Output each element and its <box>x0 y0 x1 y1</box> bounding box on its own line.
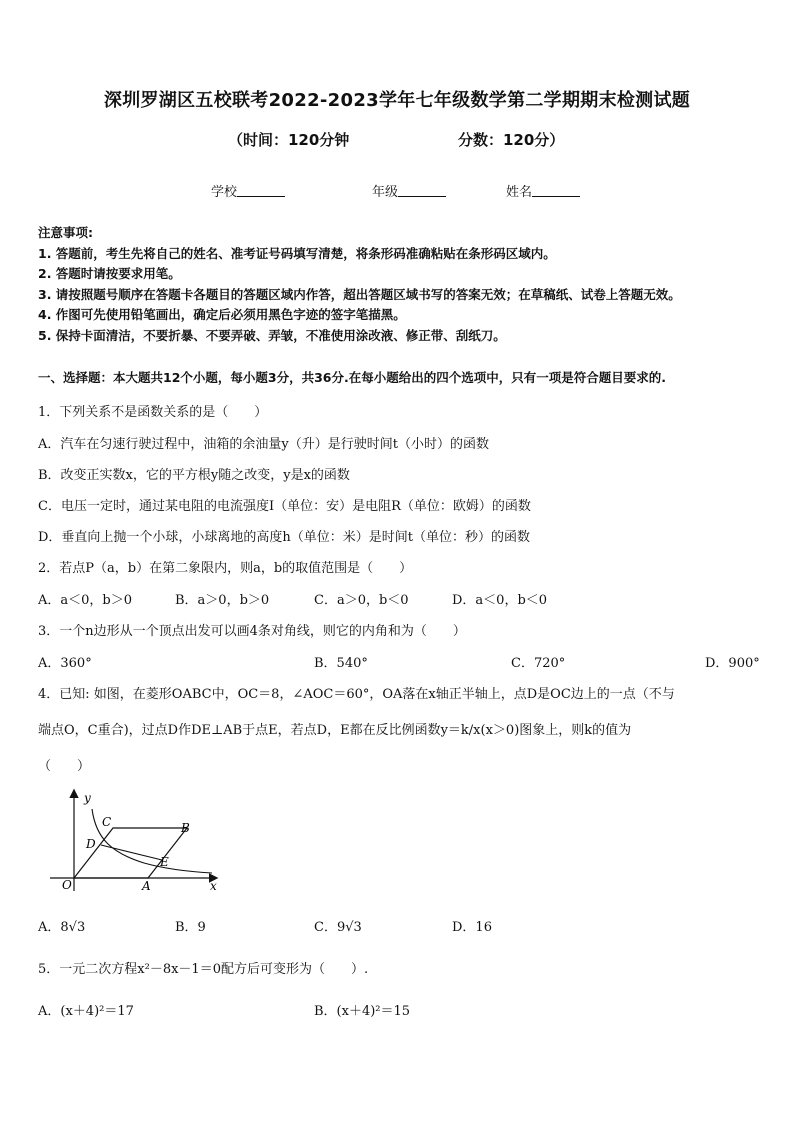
question-1-option-b: B．改变正实数x，它的平方根y随之改变，y是x的函数 <box>38 468 350 483</box>
question-4-line-3: （ ） <box>38 759 91 774</box>
question-3-option-d: D．900° <box>705 656 760 671</box>
time-limit: （时间：120分钟 <box>228 131 350 149</box>
label-d: D <box>86 837 96 851</box>
grade-label: 年级 <box>372 185 399 200</box>
label-x: x <box>210 879 217 893</box>
question-4-line-1: 4．已知: 如图，在菱形OABC中，OC＝8，∠AOC＝60°，OA落在x轴正半轴上，点D是OC边上的一点（不与 <box>38 687 675 702</box>
segment-de <box>101 845 162 860</box>
question-1-stem: 1．下列关系不是函数关系的是（ ） <box>38 405 268 420</box>
name-blank <box>532 184 580 197</box>
question-4-option-d: D．16 <box>452 920 492 935</box>
note-item: 1. 答题前，考生先将自己的姓名、准考证号码填写清楚，将条形码准确粘贴在条形码区域内。 <box>38 245 556 261</box>
school-label: 学校 <box>211 185 238 200</box>
question-4-line-2: 端点O，C重合)，过点D作DE⊥AB于点E，若点D，E都在反比例函数y＝k/x(x＞0)图象上，则k的值为 <box>38 723 632 738</box>
grade-field <box>372 181 446 200</box>
question-2-option-c: C．a＞0，b＜0 <box>314 593 409 608</box>
question-1-option-c: C．电压一定时，通过某电阻的电流强度I（单位：安）是电阻R（单位：欧姆）的函数 <box>38 499 531 514</box>
school-field <box>211 181 285 200</box>
name-field <box>506 181 580 200</box>
notes-heading: 注意事项: <box>38 225 93 240</box>
label-c: C <box>102 815 112 829</box>
name-label: 姓名 <box>506 185 533 200</box>
label-a: A <box>142 879 151 893</box>
question-4-option-b: B．9 <box>175 920 206 935</box>
question-4-option-c: C．9√3 <box>314 920 362 935</box>
school-blank <box>237 184 285 197</box>
section-heading: 一、选择题：本大题共12个小题，每小题3分，共36分.在每小题给出的四个选项中，只有一项是符合题目要求的. <box>38 370 666 385</box>
rhombus-hyperbola-figure <box>44 787 224 895</box>
note-item: 5. 保持卡面清洁，不要折暴、不要弄破、弄皱，不准使用涂改液、修正带、刮纸刀。 <box>38 327 506 343</box>
note-item: 4. 作图可先使用铅笔画出，确定后必须用黑色字迹的签字笔描黑。 <box>38 307 406 322</box>
question-3-option-b: B．540° <box>314 656 368 671</box>
question-1-option-a: A．汽车在匀速行驶过程中，油箱的余油量y（升）是行驶时间t（小时）的函数 <box>38 437 489 452</box>
note-item: 2. 答题时请按要求用笔。 <box>38 266 181 281</box>
notes-block <box>38 223 681 346</box>
question-2-option-d: D．a＜0，b＜0 <box>452 593 548 608</box>
question-5-stem: 5．一元二次方程x²－8x－1＝0配方后可变形为（ ）. <box>38 962 369 977</box>
question-3-option-c: C．720° <box>511 656 566 671</box>
label-o: O <box>62 878 72 892</box>
rhombus-oabc <box>74 828 187 878</box>
grade-blank <box>398 184 446 197</box>
label-b: B <box>181 821 190 835</box>
question-1-option-d: D．垂直向上抛一个小球，小球离地的高度h（单位：米）是时间t（单位：秒）的函数 <box>38 530 531 545</box>
question-5-option-a: A．(x＋4)²＝17 <box>38 1004 134 1019</box>
note-item: 3. 请按照题号顺序在答题卡各题目的答题区域内作答，超出答题区域书写的答案无效；在草稿纸、试卷上答题无效。 <box>38 286 681 302</box>
question-3-option-a: A．360° <box>38 656 92 671</box>
question-2-stem: 2．若点P（a，b）在第二象限内，则a，b的取值范围是（ ） <box>38 561 413 576</box>
page-title: 深圳罗湖区五校联考2022-2023学年七年级数学第二学期期末检测试题 <box>103 90 691 111</box>
question-2-option-b: B．a＞0，b＞0 <box>175 593 270 608</box>
total-score: 分数：120分） <box>458 131 565 149</box>
question-3-stem: 3．一个n边形从一个顶点出发可以画4条对角线，则它的内角和为（ ） <box>38 624 466 639</box>
question-2-option-a: A．a＜0，b＞0 <box>38 593 133 608</box>
label-y: y <box>84 791 91 805</box>
label-e: E <box>160 855 169 869</box>
question-4-option-a: A．8√3 <box>38 920 86 935</box>
question-5-option-b: B．(x＋4)²＝15 <box>314 1004 411 1019</box>
